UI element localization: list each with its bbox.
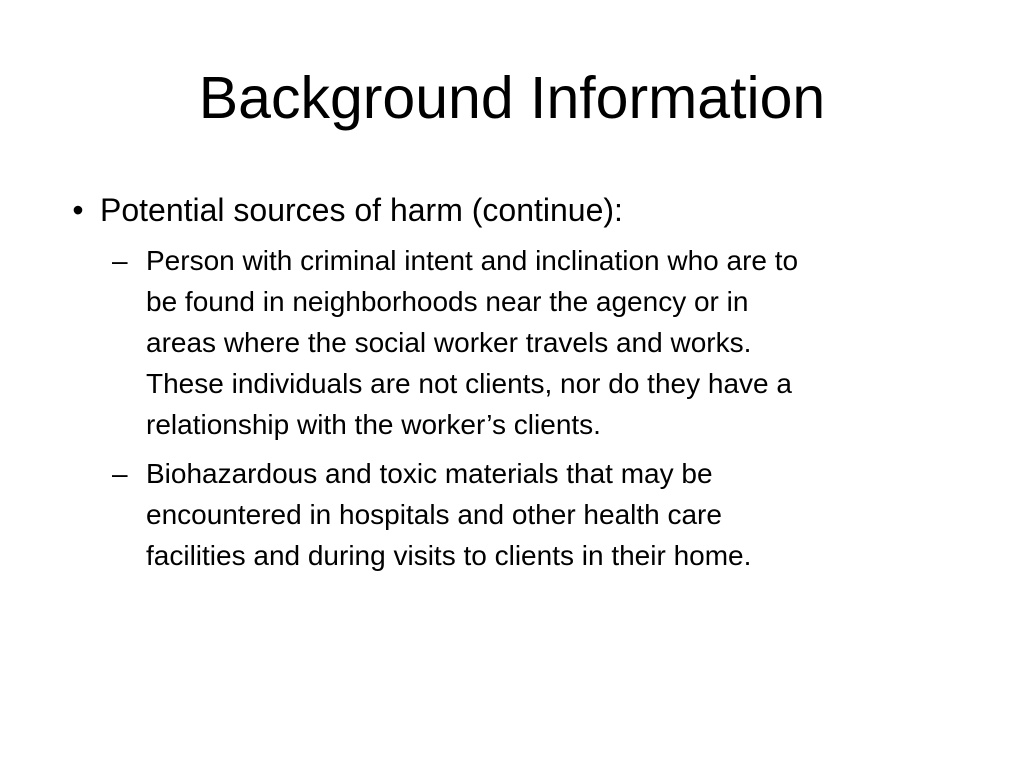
text-line: be found in neighborhoods near the agency or in: [146, 286, 749, 317]
sub-bullet-item: [112, 240, 966, 445]
sub-bullet-text: [146, 240, 966, 445]
sub-bullet-list: [56, 240, 966, 576]
text-line: Biohazardous and toxic materials that may be: [146, 458, 713, 489]
bullet-text: Potential sources of harm (continue):: [100, 192, 623, 228]
text-line: These individuals are not clients, nor do they have a: [146, 368, 792, 399]
slide-body: [56, 188, 966, 584]
text-line: encountered in hospitals and other health care: [146, 499, 722, 530]
text-line: relationship with the worker’s clients.: [146, 409, 601, 440]
bullet-item: [56, 188, 966, 232]
sub-bullet-text: [146, 453, 966, 576]
bullet-marker: •: [72, 192, 84, 228]
text-line: areas where the social worker travels and works.: [146, 327, 752, 358]
dash-marker: –: [112, 245, 128, 276]
text-line: facilities and during visits to clients in their home.: [146, 540, 752, 571]
sub-bullet-item: [112, 453, 966, 576]
slide-title: Background Information: [198, 65, 826, 131]
text-line: Person with criminal intent and inclination who are to: [146, 245, 799, 276]
dash-marker: –: [112, 458, 128, 489]
